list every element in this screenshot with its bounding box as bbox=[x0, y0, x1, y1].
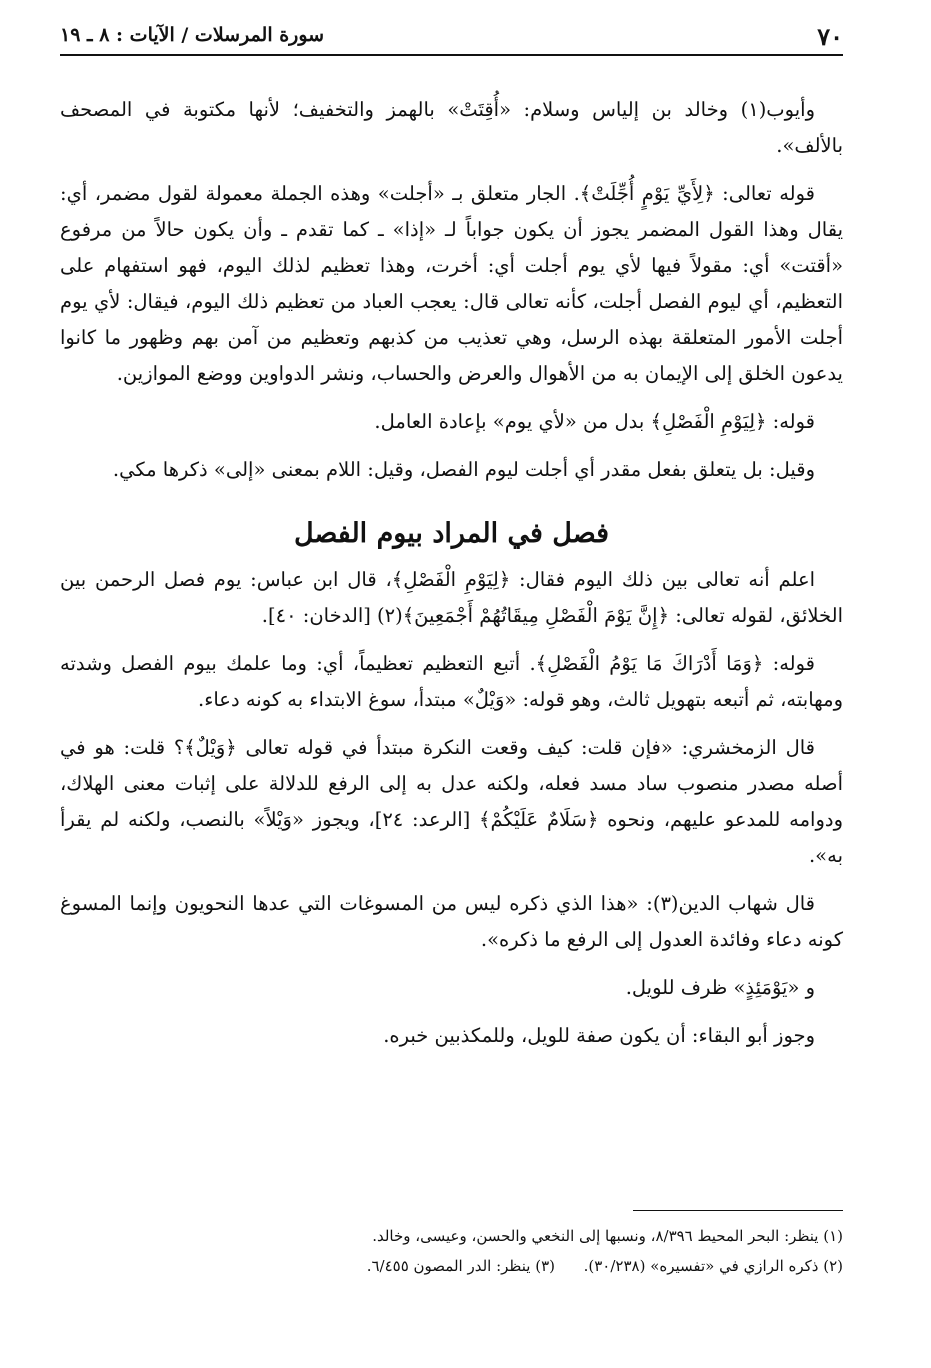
paragraph: وأيوب(١) وخالد بن إلياس وسلام: «أُقِتَتْ» بالهمز والتخفيف؛ لأنها مكتوبة في المصحف بالألف». bbox=[60, 98, 843, 157]
paragraph: اعلم أنه تعالى بين ذلك اليوم فقال: ﴿لِيَوْمِ الْفَصْلِ﴾، قال ابن عباس: يوم فصل الرحمن بين الخلائق، لقوله تعالى: ﴿إِنَّ يَوْمَ الْفَصْلِ مِيقَاتُهُمْ أَجْمَعِينَ﴾(٢) [الدخان: ٤٠]. bbox=[60, 568, 843, 627]
paragraph: وقيل: بل يتعلق بفعل مقدر أي أجلت ليوم الفصل، وقيل: اللام بمعنى «إلى» ذكرها مكي. bbox=[112, 458, 815, 481]
footnote-divider bbox=[633, 1210, 843, 1211]
page-header bbox=[60, 22, 843, 56]
paragraph: قوله: ﴿لِيَوْمِ الْفَصْلِ﴾ بدل من «لأي يوم» بإعادة العامل. bbox=[374, 410, 815, 433]
footnote-1: (١) ينظر: البحر المحيط ٨/٣٩٦، ونسبها إلى النخعي والحسن، وعيسى، وخالد. bbox=[372, 1227, 843, 1245]
footnote-2: (٢) ذكره الرازي في «تفسيره» (٣٠/٢٣٨). bbox=[583, 1257, 843, 1275]
paragraph: وجوز أبو البقاء: أن يكون صفة للويل، وللمكذبين خبره. bbox=[383, 1024, 815, 1047]
footnotes bbox=[60, 1210, 843, 1281]
main-text bbox=[60, 92, 843, 1066]
paragraph: و «يَوْمَئِذٍ» ظرف للويل. bbox=[625, 976, 815, 999]
footnote-line bbox=[60, 1251, 843, 1281]
section-heading: فصل في المراد بيوم الفصل bbox=[293, 518, 610, 549]
footnote-3: (٣) ينظر: الدر المصون ٦/٤٥٥. bbox=[366, 1257, 555, 1275]
paragraph: قوله: ﴿وَمَا أَدْرَاكَ مَا يَوْمُ الْفَصْلِ﴾. أتبع التعظيم تعظيماً، أي: وما علمك بيوم الفصل وشدته ومهابته، ثم أتبعه بتهويل ثالث، وهو قوله: «وَيْلٌ» مبتدأ، سوغ الابتداء به كونه دعاء. bbox=[60, 652, 843, 711]
footnote-line bbox=[60, 1221, 843, 1251]
page-number: ٧٠ bbox=[817, 22, 843, 51]
paragraph: قوله تعالى: ﴿لِأَيِّ يَوْمٍ أُجِّلَتْ﴾. الجار متعلق بـ «أجلت» وهذه الجملة معمولة لقول مضمر، أي: يقال وهذا القول المضمر يجوز أن يكون جواباً لـ «إذا» ـ كما تقدم ـ وأن يكون حالاً من مرفوع «أقتت» أي: مقولاً فيها لأي يوم أجلت أي: أخرت، وهذا تعظيم لذلك اليوم، فهو استفهام على التعظيم، أي ليوم الفصل أجلت، كأنه تعالى قال: يعجب العباد من تعظيم ذلك اليوم، فيقال: لأي يوم أجلت الأمور المتعلقة بهذه الرسل، وهي تعذيب من كذبهم وتعظيم من آمن بهم وظهور ما كانوا يدعون الخلق إلى الإيمان به من الأهوال والعرض والحساب، ونشر الدواوين ووضع الموازين. bbox=[60, 182, 843, 385]
paragraph: قال الزمخشري: «فإن قلت: كيف وقعت النكرة مبتدأ في قوله تعالى ﴿وَيْلٌ﴾؟ قلت: هو في أصله مصدر منصوب ساد مسد فعله، ولكنه عدل به إلى الرفع للدلالة على إثبات معنى الهلاك، ودوامه للمدعو عليهم، ونحوه ﴿سَلَامٌ عَلَيْكُمْ﴾ [الرعد: ٢٤]، ويجوز «وَيْلاً» بالنصب، ولكنه لم يقرأ به». bbox=[60, 736, 843, 867]
paragraph: قال شهاب الدين(٣): «هذا الذي ذكره ليس من المسوغات التي عدها النحويون وإنما المسوغ كونه دعاء وفائدة العدول إلى الرفع ما ذكره». bbox=[60, 892, 843, 951]
running-title: سورة المرسلات / الآيات : ٨ ـ ١٩ bbox=[60, 24, 325, 46]
